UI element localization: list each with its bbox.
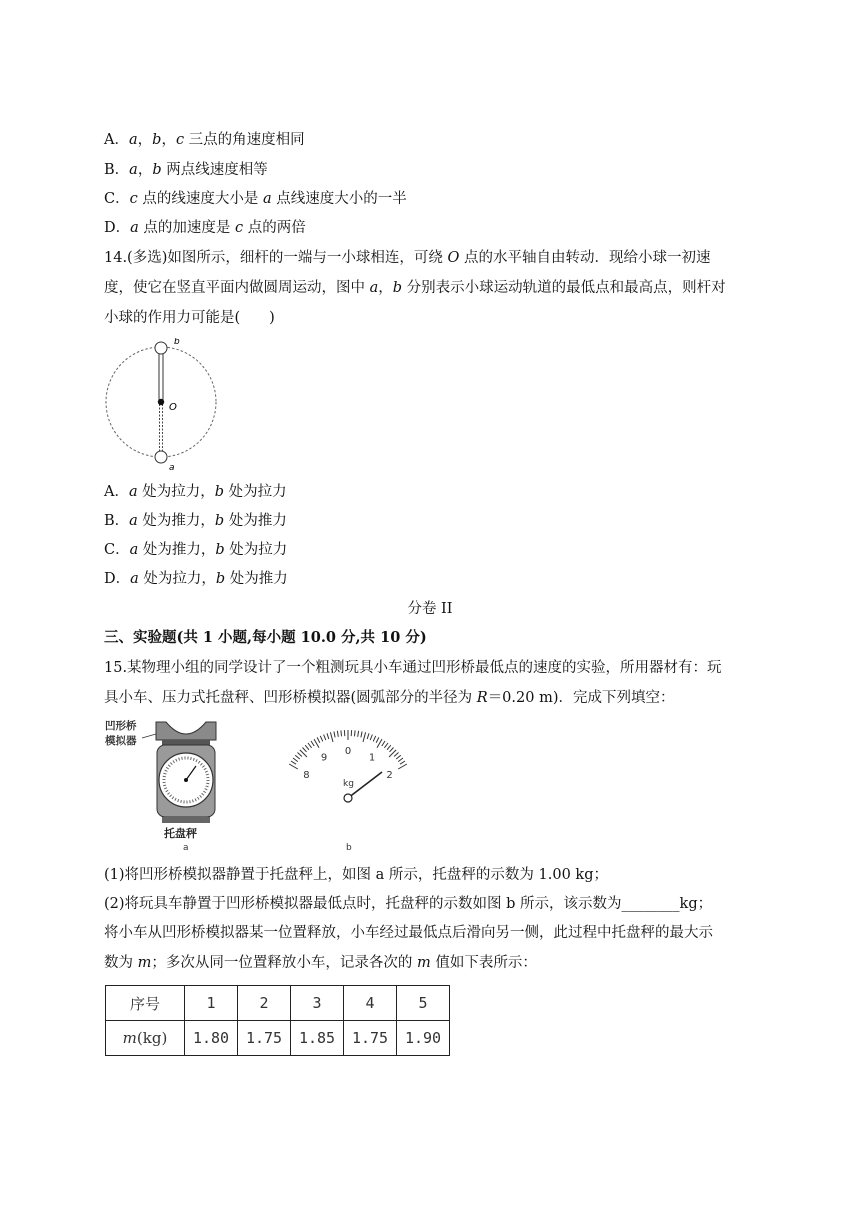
gauge-tick (373, 736, 376, 742)
column-number: 3 (291, 986, 344, 1021)
gauge-tick (311, 741, 314, 746)
gauge-tick (382, 741, 385, 746)
pivot-point (158, 399, 164, 405)
var: a (262, 191, 272, 207)
q13-option-c (104, 189, 407, 209)
column-number: 2 (238, 986, 291, 1021)
var: a (129, 542, 139, 558)
gauge-tick (370, 735, 372, 741)
q13-option-d (104, 218, 306, 238)
option-label: B． (104, 513, 130, 529)
var: a (369, 280, 379, 296)
sep: ， (137, 132, 153, 148)
text: ＝0.20 m)．完成下列填空： (487, 690, 675, 706)
q15-step2: (2)将玩具车静置于凹形桥模拟器最低点时，托盘秤的示数如图 b 所示，该示数为________kg； (104, 896, 713, 912)
unit: (kg) (136, 1029, 168, 1047)
tray (162, 740, 210, 745)
tick-label-2: 2 (386, 770, 393, 781)
option-text: 三点的角速度相同 (184, 132, 305, 148)
gauge-tick (367, 733, 369, 739)
option-label: C． (104, 542, 130, 558)
var: m (137, 955, 152, 971)
text: ；多次从同一位置释放小车，记录各次的 (151, 955, 417, 971)
sep: ， (137, 162, 153, 178)
sep: ， (161, 132, 176, 148)
gauge-tick (305, 745, 309, 750)
var: b (392, 280, 403, 296)
var: b (152, 132, 162, 148)
gauge-tick (293, 758, 298, 762)
var: b (214, 513, 225, 529)
var: c (235, 220, 244, 236)
column-number: 5 (397, 986, 450, 1021)
var: a (130, 220, 139, 236)
ball-bottom (155, 451, 167, 463)
var: c (129, 191, 138, 207)
option-label: A． (104, 484, 129, 500)
option-text: 处为推力 (224, 513, 287, 529)
var: m (122, 1029, 137, 1047)
var: a (129, 162, 138, 178)
figure-b-gauge (278, 716, 418, 856)
var: m (416, 955, 431, 971)
tick-label-9: 9 (320, 752, 328, 764)
column-number: 1 (185, 986, 238, 1021)
text: 数为 (104, 955, 138, 971)
tick-label-8: 8 (303, 770, 310, 781)
value-cell: 1.80 (185, 1021, 238, 1056)
q14-stem-line1 (104, 248, 710, 268)
gauge-tick (384, 743, 388, 748)
text: 值如下表所示： (430, 955, 537, 971)
q14-stem-line3: 小球的作用力可能是( ) (104, 310, 275, 326)
gauge-tick (341, 730, 342, 736)
option-text: 点的两倍 (243, 220, 306, 236)
gauge-tick (394, 753, 398, 757)
option-text: 处为拉力 (224, 542, 288, 558)
gauge-hub (344, 794, 352, 802)
option-text: 点的线速度大小是 (137, 191, 263, 207)
text: 点的水平轴自由转动．现给小球一初速 (459, 250, 711, 266)
label-a: a (169, 463, 175, 472)
value-cell: 1.85 (291, 1021, 344, 1056)
section-label: 分卷 II (407, 601, 453, 617)
option-label: B． (104, 162, 130, 178)
sep: ， (378, 280, 393, 296)
bridge-simulator (156, 722, 216, 740)
gauge-tick (317, 737, 320, 742)
q13-option-b (104, 160, 268, 180)
q14-option-d (104, 569, 288, 589)
figure-a-scale (104, 716, 234, 856)
gauge-tick (289, 764, 298, 769)
gauge-tick (324, 735, 326, 741)
header-cell: 序号 (106, 986, 185, 1021)
var: b (215, 571, 226, 587)
gauge-tick (337, 731, 338, 737)
measurement-table (105, 985, 450, 1056)
gauge-tick (387, 745, 391, 750)
gauge-unit: kg (343, 779, 354, 789)
option-text: 处为拉力 (224, 484, 287, 500)
gauge-tick (330, 732, 333, 742)
label-bridge-1: 凹形桥 (105, 720, 137, 732)
gauge-tick (303, 748, 307, 752)
q15-line-b (104, 953, 537, 973)
value-cell: 1.90 (397, 1021, 450, 1056)
var: a (128, 484, 138, 500)
circular-motion-figure (104, 338, 224, 472)
tick-label-0: 0 (344, 746, 352, 757)
text: 分别表示小球运动轨道的最低点和最高点，则杆对 (402, 280, 726, 296)
q14-option-a (104, 482, 287, 502)
gauge-tick (363, 732, 366, 742)
gauge-tick (398, 764, 407, 769)
gauge-tick (308, 743, 312, 748)
var: R (476, 690, 488, 706)
option-label: D． (104, 220, 131, 236)
section3-heading: 三、实验题(共 1 小题,每小题 10.0 分,共 10 分) (104, 629, 427, 646)
q15-line-a: 将小车从凹形桥模拟器某一位置释放，小车经过最低点后滑向另一侧，此过程中托盘秤的最大示 (104, 925, 713, 941)
text: 度，使它在竖直平面内做圆周运动，图中 (104, 280, 370, 296)
gauge-tick (320, 736, 323, 742)
gauge-tick (390, 748, 394, 752)
gauge-tick (295, 755, 300, 759)
option-text: 点线速度大小的一半 (271, 191, 407, 207)
label-bridge-2: 模拟器 (105, 735, 137, 747)
gauge-tick (361, 732, 362, 738)
q14-option-b (104, 511, 287, 531)
caption-a: a (183, 843, 189, 853)
gauge-tick (396, 755, 401, 759)
label-b: b (174, 338, 180, 347)
gauge-tick (291, 761, 296, 764)
var: b (214, 484, 225, 500)
var: O (447, 250, 460, 266)
ball-top (155, 342, 167, 354)
tick-label-1: 1 (368, 752, 376, 764)
q15-stem-line1: 15.某物理小组的同学设计了一个粗测玩具小车通过凹形桥最低点的速度的实验，所用器材有：玩 (104, 660, 722, 676)
column-number: 4 (344, 986, 397, 1021)
option-text: 处为拉力， (138, 571, 216, 587)
dial-hub (184, 778, 188, 782)
option-text: 处为推力， (138, 542, 216, 558)
gauge-tick (334, 732, 335, 738)
option-text: 点的加速度是 (138, 220, 236, 236)
q13-option-a (104, 130, 305, 150)
value-cell: 1.75 (344, 1021, 397, 1056)
option-text: 处为推力 (225, 571, 288, 587)
label-o: O (169, 402, 177, 413)
var: a (128, 132, 138, 148)
option-text: 处为推力， (137, 513, 215, 529)
caption-b: b (346, 843, 352, 853)
var: a (130, 571, 139, 587)
option-label: D． (104, 571, 131, 587)
option-text: 处为拉力， (137, 484, 215, 500)
text: 具小车、压力式托盘秤、凹形桥模拟器(圆弧部分的半径为 (104, 690, 477, 706)
var: c (175, 132, 185, 148)
q14-stem-line2 (104, 278, 726, 298)
leader-line (142, 734, 156, 738)
text: 14.(多选)如图所示，细杆的一端与一小球相连，可绕 (104, 250, 448, 266)
gauge-tick (400, 761, 405, 764)
option-label: A． (104, 132, 129, 148)
table-row (106, 1021, 450, 1056)
scale-label: 托盘秤 (164, 827, 197, 840)
gauge-tick (398, 758, 403, 762)
gauge-tick (327, 733, 329, 739)
var: b (215, 542, 225, 558)
scale-base (162, 817, 210, 823)
rod (159, 353, 163, 402)
var: a (129, 513, 138, 529)
var: b (152, 162, 162, 178)
table-row (106, 986, 450, 1021)
q15-step1: (1)将凹形桥模拟器静置于托盘秤上，如图 a 所示，托盘秤的示数为 1.00 kg； (104, 867, 608, 883)
value-cell: 1.75 (238, 1021, 291, 1056)
option-label: C． (104, 191, 130, 207)
gauge-tick (298, 753, 302, 757)
option-text: 两点线速度相等 (161, 162, 268, 178)
gauge-tick (355, 730, 356, 736)
gauge-tick (358, 731, 359, 737)
gauge-tick (376, 737, 379, 742)
q14-option-c (104, 540, 287, 560)
row-label (106, 1021, 185, 1056)
q15-stem-line2 (104, 688, 675, 708)
